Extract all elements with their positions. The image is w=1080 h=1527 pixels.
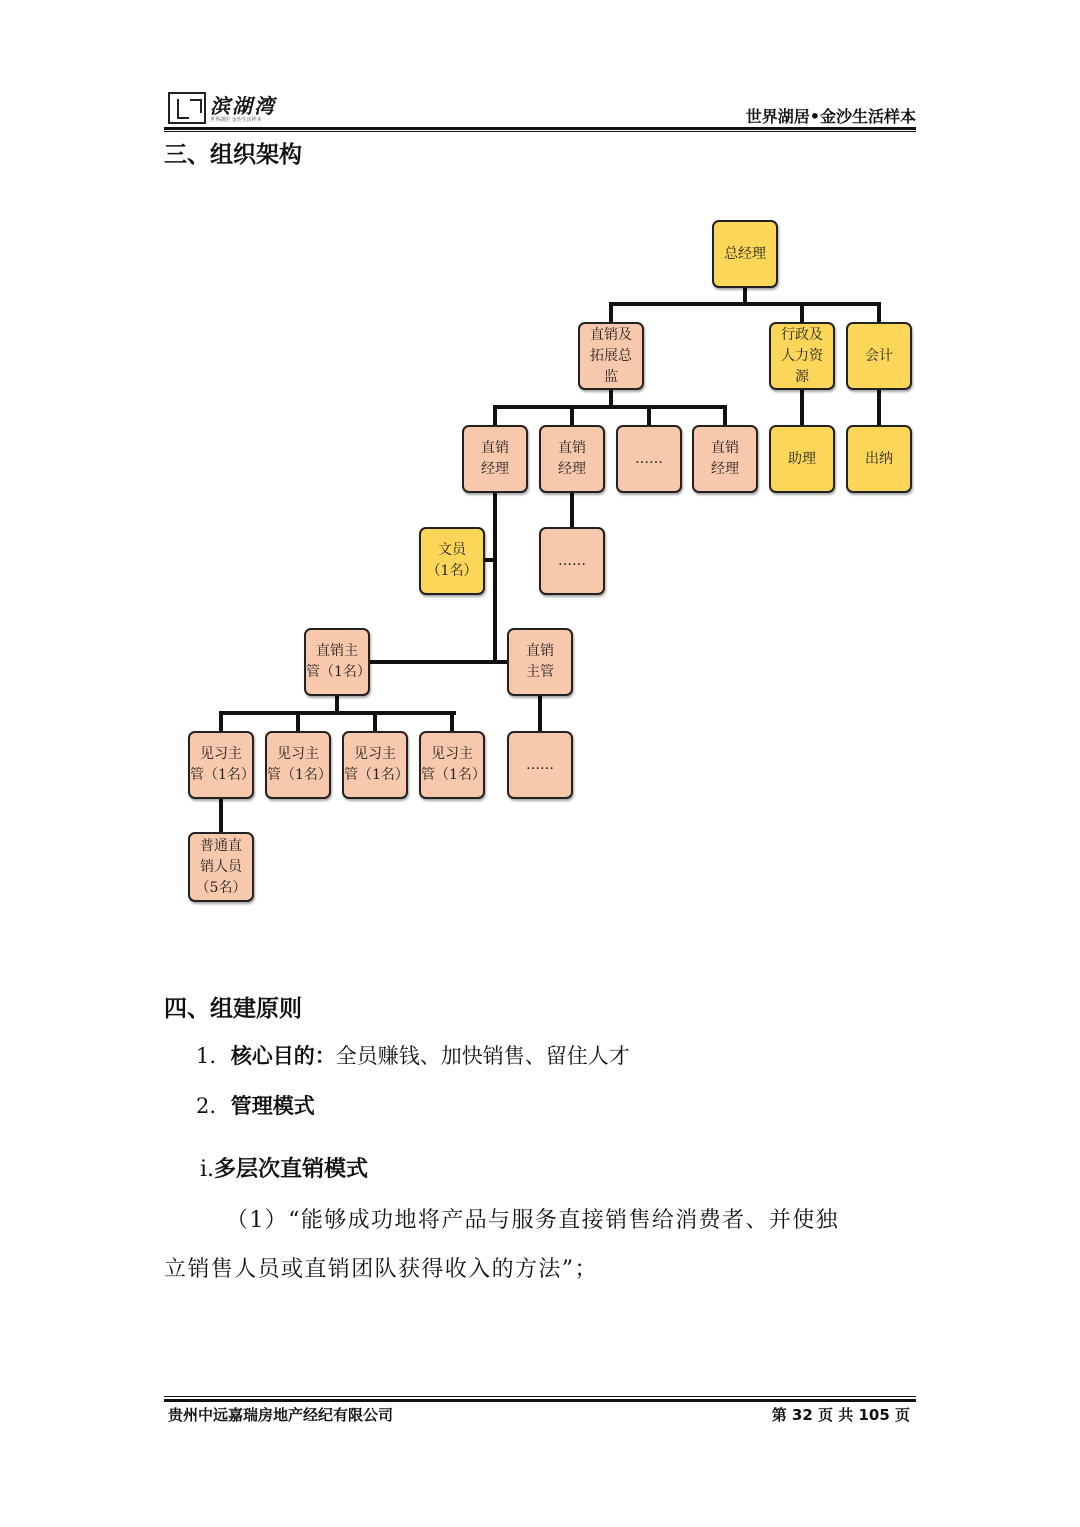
org-node-sales-manager: 直销 经理: [462, 425, 528, 493]
org-node-admin-hr: 行政及 人力资 源: [769, 322, 835, 390]
item-label: 管理模式: [230, 1094, 315, 1118]
org-node-ellipsis: ……: [507, 731, 573, 799]
connector: [493, 405, 727, 409]
org-node-sales-manager: 直销 经理: [692, 425, 758, 493]
item-text: 全员赚钱、加快销售、留住人才: [335, 1044, 630, 1068]
org-node-general-manager: 总经理: [712, 220, 778, 288]
logo-subtext: 世界湖居 金沙生活样本: [210, 117, 262, 123]
org-node-trainee-supervisor: 见习主 管（1名）: [265, 731, 331, 799]
org-node-sales-staff: 普通直 销人员 （5名）: [188, 832, 254, 902]
footer-rule-thin: [164, 1396, 916, 1397]
connector: [493, 492, 497, 664]
connector: [877, 302, 881, 324]
org-node-trainee-supervisor: 见习主 管（1名）: [342, 731, 408, 799]
connector: [493, 405, 497, 427]
page-number: 第 32 页 共 105 页: [771, 1406, 910, 1424]
section-3-title: 三、组织架构: [164, 142, 302, 168]
connector: [647, 405, 651, 427]
connector: [219, 711, 223, 733]
connector: [877, 390, 881, 428]
org-node-trainee-supervisor: 见习主 管（1名）: [188, 731, 254, 799]
org-node-accountant: 会计: [846, 322, 912, 390]
subsection-i: [200, 1152, 368, 1183]
list-number: 2.: [196, 1094, 217, 1118]
org-node-sales-supervisor: 直销 主管: [507, 628, 573, 696]
list-number: 1.: [196, 1044, 217, 1068]
connector: [450, 711, 454, 733]
connector: [219, 711, 456, 715]
connector: [800, 302, 804, 324]
org-node-ellipsis: ……: [539, 527, 605, 595]
connector: [484, 558, 496, 562]
org-node-sales-supervisor: 直销主 管（1名）: [304, 628, 370, 696]
section-4-title: 四、组建原则: [164, 996, 302, 1022]
org-node-cashier: 出纳: [846, 425, 912, 493]
footer-rule: [164, 1399, 916, 1402]
item-label: 核心目的：: [230, 1044, 336, 1068]
connector: [219, 797, 223, 833]
org-node-sales-director: 直销及 拓展总 监: [578, 322, 644, 390]
paragraph-line: （1）“能够成功地将产品与服务直接销售给消费者、并使独: [226, 1208, 840, 1233]
connector: [373, 711, 377, 733]
header-slogan: 世界湖居•金沙生活样本: [745, 107, 916, 126]
org-node-clerk: 文员 （1名）: [419, 527, 485, 595]
connector: [570, 492, 574, 528]
connector: [369, 660, 509, 664]
list-item-2: [196, 1090, 315, 1120]
org-node-assistant: 助理: [769, 425, 835, 493]
org-node-trainee-supervisor: 见习主 管（1名）: [419, 731, 485, 799]
org-node-ellipsis: ……: [616, 425, 682, 493]
paragraph-line: 立销售人员或直销团队获得收入的方法”；: [164, 1257, 598, 1282]
connector: [296, 711, 300, 733]
connector: [723, 405, 727, 427]
subsection-number: i.: [200, 1157, 215, 1182]
connector: [609, 302, 881, 306]
org-node-sales-manager: 直销 经理: [539, 425, 605, 493]
footer-company: 贵州中远嘉瑞房地产经纪有限公司: [168, 1406, 394, 1424]
list-item-1: [196, 1040, 630, 1070]
connector: [570, 405, 574, 427]
logo-text: 滨湖湾: [210, 94, 276, 118]
connector: [609, 302, 613, 324]
subsection-title: 多层次直销模式: [214, 1157, 369, 1182]
connector: [538, 694, 542, 732]
connector: [800, 390, 804, 428]
